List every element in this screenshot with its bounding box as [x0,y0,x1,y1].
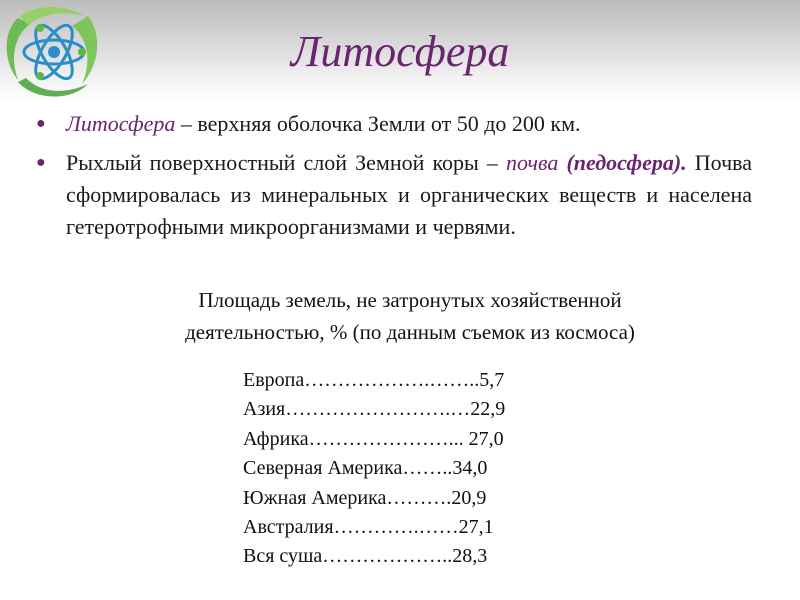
term-lithosphere: Литосфера [66,111,176,136]
region-row-australia: Австралия………….……27,1 [243,516,494,539]
lithosphere-definition: – верхняя оболочка Земли от 50 до 200 км. [175,111,581,136]
atom-leaf-logo-icon [0,0,104,104]
untouched-land-heading [80,284,740,348]
region-row-south-america: Южная Америка……….20,9 [243,486,487,509]
soil-text-part1: Рыхлый поверхностный слой Земной коры – [66,150,507,175]
term-pedosphere: (педосфера). [566,150,687,175]
region-row-north-america: Северная Америка……..34,0 [243,457,488,480]
region-row-africa: Африка…………………... 27,0 [243,427,504,450]
bullet-soil [36,147,752,243]
bullet-lithosphere [36,108,752,140]
term-soil: почва [506,150,559,175]
slide-title: Литосфера [290,27,510,76]
regions-list [243,366,583,572]
region-row-all-land: Вся суша………………..28,3 [243,545,488,568]
heading-line-1: Площадь земель, не затронутых хозяйственной [198,288,622,312]
region-row-asia: Азия…………………….…22,9 [243,398,506,421]
slide-content [36,108,752,250]
heading-line-2: деятельностью, % (по данным съемок из космоса) [185,320,635,344]
bullet-dot: ● [36,154,46,171]
region-row-europe: Европа……………….……..5,7 [243,369,505,391]
soil-text-part2: Почва сформировалась из минеральных и органических веществ и населена гетеротрофными микроорганизмами и червями. [66,150,753,239]
bullet-dot: ● [36,115,46,132]
